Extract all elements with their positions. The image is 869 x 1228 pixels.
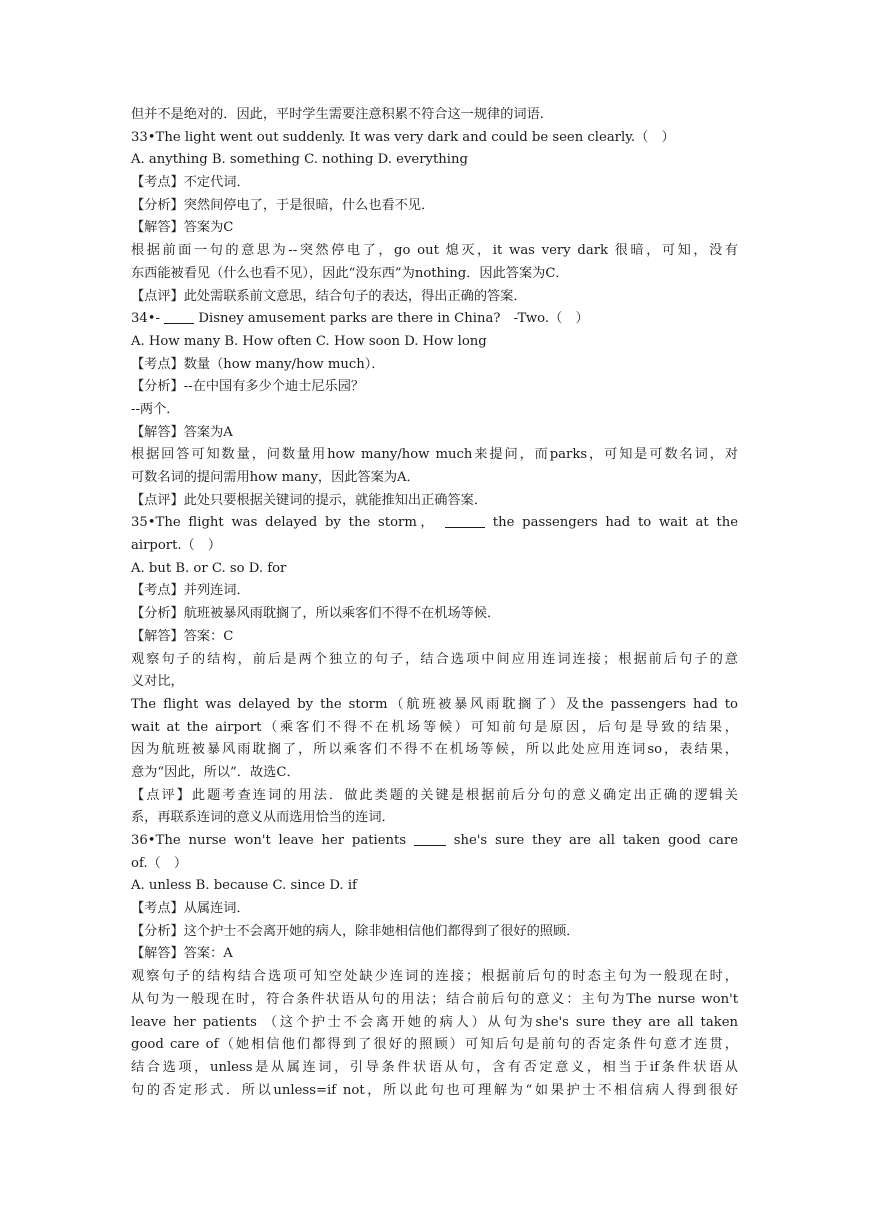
text-line: --两个． bbox=[131, 401, 180, 417]
document-page bbox=[131, 104, 738, 1102]
text-line: leave her patients （这个护士不会离开她的病人）从句为she's sure they are all taken bbox=[131, 1014, 738, 1030]
text-line: good care of（她相信他们都得到了很好的照顾）可知后句是前句的否定条件句意才连贯， bbox=[131, 1037, 738, 1053]
text-line: 意为“因此，所以”．故选C． bbox=[131, 764, 300, 780]
text-line: 【分析】--在中国有多少个迪士尼乐园？ bbox=[131, 379, 365, 395]
text-line: 句的否定形式．所以unless=if not，所以此句也可理解为“如果护士不相信病人得到很好 bbox=[131, 1082, 738, 1098]
text-line: 【点评】此题考查连词的用法．做此类题的关键是根据前后分句的意义确定出正确的逻辑关 bbox=[131, 787, 738, 803]
text-line: 【解答】答案为C bbox=[131, 220, 234, 236]
text-line: 因为航班被暴风雨耽搁了，所以乘客们不得不在机场等候，所以此处应用连词so，表结果， bbox=[131, 742, 738, 758]
text-line: 但并不是绝对的．因此，平时学生需要注意积累不符合这一规律的词语． bbox=[131, 107, 553, 122]
text-line: 结合选项，unless是从属连词，引导条件状语从句，含有否定意义，相当于if条件状语从 bbox=[131, 1059, 738, 1075]
text-line: A. but B. or C. so D. for bbox=[131, 560, 287, 576]
text-line: A. anything B. something C. nothing D. everything bbox=[131, 152, 468, 168]
text-line: 【考点】不定代词． bbox=[131, 175, 250, 191]
text-line: 【分析】航班被暴风雨耽搁了，所以乘客们不得不在机场等候． bbox=[131, 606, 501, 622]
question-stem-end: the passengers had to wait at the bbox=[485, 515, 738, 531]
text-line: 根据回答可知数量，问数量用how many/how much来提问，而parks，可知是可数名词，对 bbox=[131, 447, 738, 463]
text-line: 【考点】并列连词． bbox=[131, 583, 250, 599]
text-line: 【分析】这个护士不会离开她的病人，除非她相信他们都得到了很好的照顾． bbox=[131, 923, 580, 939]
text-line: 从句为一般现在时，符合条件状语从句的用法；结合前后句的意义：主句为The nurse won't bbox=[131, 991, 738, 1007]
text-line: 【解答】答案：A bbox=[131, 946, 233, 962]
question-stem-start: 36•The nurse won't leave her patients bbox=[131, 833, 414, 848]
question-stem-start: 35•The flight was delayed by the storm， bbox=[131, 515, 445, 531]
text-line: 【考点】从属连词． bbox=[131, 901, 250, 917]
text-line: 根据前面一句的意思为--突然停电了，go out 熄灭，it was very dark 很暗，可知，没有 bbox=[131, 243, 738, 259]
question-stem-end: she's sure they are all taken good care bbox=[445, 833, 738, 848]
answer-blank bbox=[414, 833, 446, 846]
text-line: 【解答】答案为A bbox=[131, 424, 233, 440]
text-line: 33•The light went out suddenly. It was very dark and could be seen clearly.（ ） bbox=[131, 129, 675, 145]
text-line: 义对比， bbox=[131, 674, 184, 690]
text-line: 【点评】此处只要根据关键词的提示，就能推知出正确答案． bbox=[131, 492, 488, 508]
text-line: 东西能被看见（什么也看不见），因此“没东西”为nothing．因此答案为C． bbox=[131, 265, 569, 281]
text-line bbox=[131, 830, 738, 853]
text-line: 【分析】突然间停电了，于是很暗，什么也看不见． bbox=[131, 197, 435, 213]
text-line: 【解答】答案：C bbox=[131, 628, 234, 644]
text-line: 【点评】此处需联系前文意思，结合句子的表达，得出正确的答案． bbox=[131, 288, 527, 304]
text-line bbox=[131, 308, 738, 331]
text-line: The flight was delayed by the storm（航班被暴风雨耽搁了）及the passengers had to bbox=[131, 696, 738, 712]
text-line: A. How many B. How often C. How soon D. How long bbox=[131, 333, 487, 349]
answer-blank bbox=[445, 515, 485, 528]
text-line: 观察句子的结构，前后是两个独立的句子，结合选项中间应用连词连接；根据前后句子的意 bbox=[131, 651, 738, 667]
text-line: wait at the airport（乘客们不得不在机场等候）可知前句是原因，后句是导致的结果， bbox=[131, 719, 738, 735]
text-line: A. unless B. because C. since D. if bbox=[131, 878, 357, 894]
answer-blank bbox=[164, 311, 194, 324]
text-line: 系，再联系连词的意义从而选用恰当的连词． bbox=[131, 810, 395, 826]
text-line: 可数名词的提问需用how many，因此答案为A． bbox=[131, 470, 420, 485]
text-line bbox=[131, 512, 738, 535]
text-line: airport.（ ） bbox=[131, 538, 222, 554]
text-line: of.（ ） bbox=[131, 855, 188, 871]
question-stem-start: 34•- bbox=[131, 311, 165, 327]
text-line: 【考点】数量（how many/how much）． bbox=[131, 356, 385, 372]
text-line: 观察句子的结构结合选项可知空处缺少连词的连接；根据前后句的时态主句为一般现在时， bbox=[131, 969, 738, 985]
question-stem-end: Disney amusement parks are there in China? -Two.（ ） bbox=[194, 311, 589, 327]
